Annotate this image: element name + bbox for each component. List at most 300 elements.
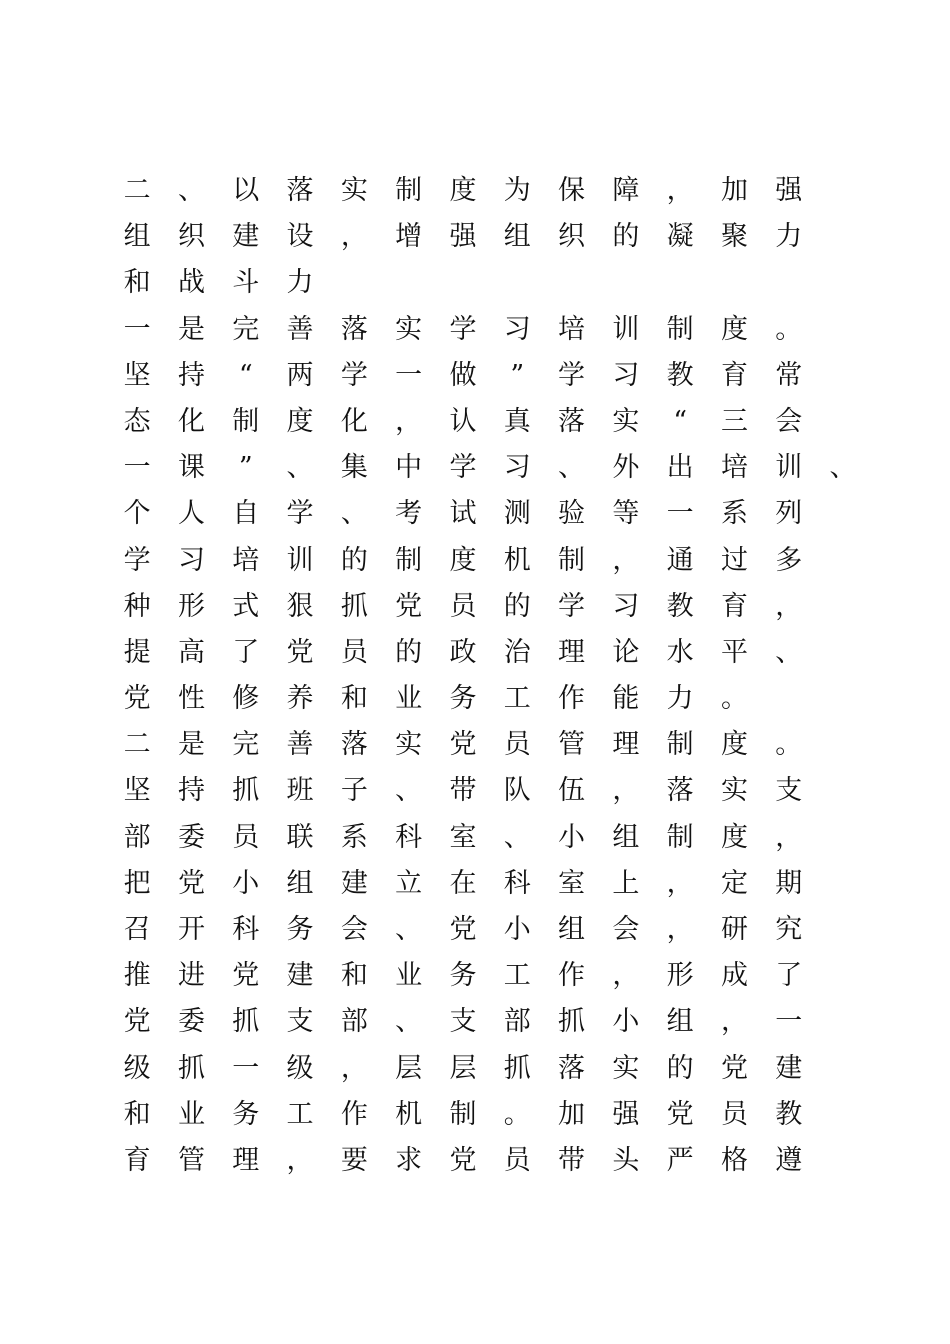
text-glyph: 的 <box>612 221 640 253</box>
text-glyph: 、 <box>395 775 423 807</box>
text-glyph: 过 <box>720 544 748 576</box>
text-glyph: 制 <box>395 544 423 576</box>
text-glyph: 养 <box>286 683 314 715</box>
text-glyph: 子 <box>340 775 368 807</box>
text-glyph: 教 <box>775 1098 803 1130</box>
text-glyph: 教 <box>666 359 694 391</box>
text-line <box>110 768 850 814</box>
text-glyph: 求 <box>395 1144 423 1176</box>
text-glyph: 实 <box>395 313 423 345</box>
text-glyph: 系 <box>340 821 368 853</box>
text-glyph: 制 <box>449 1098 477 1130</box>
text-line <box>110 353 850 399</box>
text-glyph: 定 <box>720 867 748 899</box>
text-glyph: 遵 <box>775 1144 803 1176</box>
text-glyph: 召 <box>123 914 151 945</box>
text-glyph: 式 <box>232 590 260 622</box>
text-glyph: 制 <box>232 405 260 437</box>
text-glyph: 作 <box>558 683 586 715</box>
text-glyph: 制 <box>395 175 423 206</box>
text-glyph: 一 <box>123 452 151 484</box>
text-glyph: 度 <box>286 405 314 437</box>
text-glyph: 员 <box>232 821 260 853</box>
text-glyph: ， <box>666 867 694 899</box>
text-glyph: 集 <box>340 452 368 484</box>
text-glyph: 的 <box>666 1052 694 1084</box>
text-glyph: 建 <box>286 960 314 992</box>
text-glyph: 头 <box>612 1144 640 1176</box>
text-glyph: 委 <box>177 821 205 853</box>
text-glyph: 落 <box>340 313 368 345</box>
text-glyph: 测 <box>503 498 531 530</box>
text-glyph: 了 <box>232 636 260 668</box>
text-glyph: 业 <box>177 1098 205 1130</box>
text-glyph: 是 <box>177 313 205 345</box>
text-glyph: 党 <box>449 1144 477 1176</box>
text-glyph: 支 <box>449 1006 477 1038</box>
text-glyph: 管 <box>558 729 586 761</box>
text-line <box>110 214 850 260</box>
text-glyph: 层 <box>395 1052 423 1084</box>
text-line <box>110 722 850 768</box>
text-glyph: 实 <box>612 1052 640 1084</box>
text-glyph: 科 <box>395 821 423 853</box>
text-glyph: 列 <box>775 498 803 530</box>
text-glyph: 队 <box>503 775 531 807</box>
text-glyph: 、 <box>829 452 857 484</box>
text-glyph: 持 <box>177 359 205 391</box>
text-glyph: 障 <box>612 175 640 206</box>
text-glyph: 强 <box>449 221 477 253</box>
text-glyph: 力 <box>666 683 694 715</box>
text-glyph: 小 <box>612 1006 640 1038</box>
text-glyph: 善 <box>286 313 314 345</box>
text-glyph: 强 <box>612 1098 640 1130</box>
text-glyph: 落 <box>340 729 368 761</box>
text-glyph: 上 <box>612 867 640 899</box>
text-glyph: 党 <box>232 960 260 992</box>
text-glyph: 真 <box>503 405 531 437</box>
text-glyph: 验 <box>558 498 586 530</box>
text-glyph: 学 <box>286 498 314 530</box>
text-glyph: 抓 <box>232 775 260 807</box>
text-glyph: 作 <box>340 1098 368 1130</box>
text-glyph: 理 <box>558 636 586 668</box>
text-glyph: 组 <box>123 221 151 253</box>
text-glyph: 能 <box>612 683 640 715</box>
text-glyph: 带 <box>558 1144 586 1176</box>
text-glyph: 种 <box>123 590 151 622</box>
text-glyph: ， <box>612 960 640 992</box>
text-glyph: 工 <box>503 960 531 992</box>
text-glyph: 做 <box>449 359 477 391</box>
text-glyph: 党 <box>123 683 151 715</box>
text-glyph: 理 <box>612 729 640 761</box>
text-glyph: 一 <box>775 1006 803 1038</box>
text-glyph: 务 <box>449 683 477 715</box>
text-glyph: 的 <box>395 636 423 668</box>
text-glyph: ， <box>612 775 640 807</box>
text-glyph: 党 <box>449 729 477 761</box>
text-glyph: 考 <box>395 498 423 530</box>
text-glyph: 和 <box>340 960 368 992</box>
text-glyph: 治 <box>503 636 531 668</box>
text-glyph: ， <box>775 821 803 853</box>
text-glyph: 度 <box>449 544 477 576</box>
text-glyph: 习 <box>177 544 205 576</box>
text-glyph: 务 <box>232 1098 260 1130</box>
text-line <box>110 953 850 999</box>
text-glyph: 组 <box>666 1006 694 1038</box>
text-glyph: 工 <box>286 1098 314 1130</box>
text-glyph: 究 <box>775 914 803 945</box>
text-glyph: ， <box>720 1006 748 1038</box>
text-glyph: 、 <box>177 175 205 206</box>
text-glyph: 落 <box>558 1052 586 1084</box>
text-glyph: 会 <box>340 914 368 945</box>
text-glyph: 级 <box>286 1052 314 1084</box>
text-glyph: 开 <box>177 914 205 945</box>
text-glyph: “ <box>238 359 253 391</box>
text-glyph: 落 <box>666 775 694 807</box>
text-glyph: 形 <box>177 590 205 622</box>
text-glyph: 三 <box>720 405 748 437</box>
text-glyph: 、 <box>340 498 368 530</box>
text-glyph: 、 <box>503 821 531 853</box>
text-glyph: 提 <box>123 636 151 668</box>
text-glyph: 、 <box>286 452 314 484</box>
text-glyph: 作 <box>558 960 586 992</box>
text-glyph: 的 <box>340 544 368 576</box>
text-glyph: 。 <box>775 313 803 345</box>
text-glyph: 平 <box>720 636 748 668</box>
text-glyph: 习 <box>503 452 531 484</box>
text-glyph: 业 <box>395 683 423 715</box>
text-glyph: 员 <box>449 590 477 622</box>
text-glyph: 聚 <box>720 221 748 253</box>
text-glyph: ” <box>238 452 253 484</box>
text-glyph: 持 <box>177 775 205 807</box>
text-line <box>110 445 857 491</box>
text-glyph: 训 <box>775 452 803 484</box>
text-glyph: 学 <box>340 359 368 391</box>
text-glyph: 进 <box>177 960 205 992</box>
text-glyph: 。 <box>775 729 803 761</box>
text-glyph: 、 <box>558 452 586 484</box>
text-glyph: 制 <box>558 544 586 576</box>
text-glyph: 建 <box>775 1052 803 1084</box>
text-glyph: 、 <box>395 1006 423 1038</box>
text-glyph: 习 <box>503 313 531 345</box>
text-glyph: 层 <box>449 1052 477 1084</box>
text-glyph: 带 <box>449 775 477 807</box>
text-glyph: 认 <box>449 405 477 437</box>
text-glyph: 管 <box>177 1144 205 1176</box>
text-glyph: 机 <box>503 544 531 576</box>
text-glyph: 学 <box>449 452 477 484</box>
text-glyph: 把 <box>123 867 151 899</box>
text-glyph: 支 <box>286 1006 314 1038</box>
text-glyph: 抓 <box>340 590 368 622</box>
text-glyph: 育 <box>720 590 748 622</box>
text-glyph: 联 <box>286 821 314 853</box>
text-glyph: 设 <box>286 221 314 253</box>
text-glyph: 科 <box>503 867 531 899</box>
text-glyph: 培 <box>558 313 586 345</box>
text-glyph: 。 <box>503 1098 531 1130</box>
text-glyph: 抓 <box>503 1052 531 1084</box>
text-glyph: 以 <box>232 175 260 206</box>
text-glyph: 水 <box>666 636 694 668</box>
text-glyph: 育 <box>123 1144 151 1176</box>
text-glyph: 度 <box>720 821 748 853</box>
text-glyph: ， <box>612 544 640 576</box>
text-glyph: 党 <box>123 1006 151 1038</box>
text-glyph: 实 <box>340 175 368 206</box>
text-glyph: 和 <box>123 267 151 299</box>
text-line <box>110 584 850 630</box>
text-glyph: 员 <box>720 1098 748 1130</box>
text-line <box>110 676 850 722</box>
text-glyph: 伍 <box>558 775 586 807</box>
text-glyph: 的 <box>503 590 531 622</box>
text-glyph: 组 <box>286 867 314 899</box>
text-glyph: 两 <box>286 359 314 391</box>
text-glyph: 科 <box>232 914 260 945</box>
text-glyph: 度 <box>720 729 748 761</box>
text-glyph: 修 <box>232 683 260 715</box>
text-line <box>110 1092 850 1138</box>
text-glyph: 培 <box>232 544 260 576</box>
text-glyph: ” <box>510 359 525 391</box>
text-glyph: 力 <box>286 267 314 299</box>
text-glyph: 员 <box>503 1144 531 1176</box>
text-glyph: 抓 <box>558 1006 586 1038</box>
text-glyph: 保 <box>558 175 586 206</box>
text-glyph: 建 <box>340 867 368 899</box>
text-glyph: 机 <box>395 1098 423 1130</box>
text-glyph: 制 <box>666 313 694 345</box>
text-line <box>110 1138 850 1184</box>
text-glyph: 一 <box>395 359 423 391</box>
text-glyph: 出 <box>666 452 694 484</box>
text-line <box>110 260 850 306</box>
text-glyph: 会 <box>775 405 803 437</box>
text-glyph: 学 <box>558 590 586 622</box>
text-glyph: 在 <box>449 867 477 899</box>
text-glyph: 成 <box>720 960 748 992</box>
text-glyph: 组 <box>612 821 640 853</box>
text-glyph: ， <box>395 405 423 437</box>
text-glyph: 务 <box>449 960 477 992</box>
text-glyph: 斗 <box>232 267 260 299</box>
text-glyph: 加 <box>558 1098 586 1130</box>
text-glyph: 实 <box>612 405 640 437</box>
text-glyph: 组 <box>503 221 531 253</box>
text-glyph: 严 <box>666 1144 694 1176</box>
text-glyph: 党 <box>720 1052 748 1084</box>
text-glyph: 小 <box>232 867 260 899</box>
text-glyph: 形 <box>666 960 694 992</box>
text-glyph: 试 <box>449 498 477 530</box>
text-line <box>110 630 850 676</box>
text-glyph: 部 <box>340 1006 368 1038</box>
text-glyph: 完 <box>232 313 260 345</box>
text-line <box>110 907 850 953</box>
text-glyph: 强 <box>775 175 803 206</box>
text-glyph: 高 <box>177 636 205 668</box>
text-line <box>110 815 850 861</box>
text-line <box>110 307 850 353</box>
text-glyph: 和 <box>123 1098 151 1130</box>
text-glyph: 善 <box>286 729 314 761</box>
text-glyph: 坚 <box>123 775 151 807</box>
text-glyph: 人 <box>177 498 205 530</box>
text-glyph: 制 <box>666 729 694 761</box>
text-glyph: ， <box>775 590 803 622</box>
text-glyph: 一 <box>666 498 694 530</box>
text-glyph: 一 <box>123 313 151 345</box>
text-glyph: ， <box>286 1144 314 1176</box>
text-glyph: 员 <box>503 729 531 761</box>
text-glyph: 务 <box>286 914 314 945</box>
text-glyph: 制 <box>666 821 694 853</box>
text-glyph: 增 <box>395 221 423 253</box>
text-glyph: 多 <box>775 544 803 576</box>
text-glyph: 学 <box>558 359 586 391</box>
text-glyph: 部 <box>123 821 151 853</box>
text-glyph: 党 <box>395 590 423 622</box>
text-glyph: 教 <box>666 590 694 622</box>
text-glyph: 织 <box>558 221 586 253</box>
text-line <box>110 1046 850 1092</box>
text-glyph: 期 <box>775 867 803 899</box>
text-glyph: 、 <box>775 636 803 668</box>
text-glyph: 党 <box>449 914 477 945</box>
text-glyph: 抓 <box>177 1052 205 1084</box>
body-text <box>110 168 857 1184</box>
text-glyph: 育 <box>720 359 748 391</box>
text-glyph: 训 <box>612 313 640 345</box>
text-glyph: 习 <box>612 590 640 622</box>
text-glyph: 习 <box>612 359 640 391</box>
text-glyph: 党 <box>666 1098 694 1130</box>
text-glyph: 坚 <box>123 359 151 391</box>
text-glyph: ， <box>666 914 694 945</box>
text-glyph: 工 <box>503 683 531 715</box>
text-glyph: 实 <box>395 729 423 761</box>
text-glyph: 织 <box>177 221 205 253</box>
text-glyph: 支 <box>775 775 803 807</box>
text-glyph: 理 <box>232 1144 260 1176</box>
text-glyph: ， <box>340 221 368 253</box>
text-glyph: 业 <box>395 960 423 992</box>
text-glyph: 二 <box>123 729 151 761</box>
text-glyph: 外 <box>612 452 640 484</box>
text-glyph: 格 <box>720 1144 748 1176</box>
text-glyph: 实 <box>720 775 748 807</box>
text-glyph: 建 <box>232 221 260 253</box>
text-glyph: 自 <box>232 498 260 530</box>
text-glyph: 落 <box>558 405 586 437</box>
text-glyph: 二 <box>123 175 151 206</box>
text-glyph: 化 <box>177 405 205 437</box>
text-glyph: 学 <box>123 544 151 576</box>
text-glyph: 中 <box>395 452 423 484</box>
text-glyph: 学 <box>449 313 477 345</box>
text-line <box>110 999 850 1045</box>
text-glyph: 部 <box>503 1006 531 1038</box>
text-glyph: 战 <box>177 267 205 299</box>
text-glyph: 常 <box>775 359 803 391</box>
text-glyph: 推 <box>123 960 151 992</box>
text-glyph: 论 <box>612 636 640 668</box>
text-glyph: 和 <box>340 683 368 715</box>
text-glyph: ， <box>666 175 694 206</box>
text-line <box>110 168 850 214</box>
text-glyph: 研 <box>720 914 748 945</box>
text-glyph: 组 <box>558 914 586 945</box>
text-line <box>110 538 850 584</box>
text-glyph: 员 <box>340 636 368 668</box>
text-glyph: 为 <box>503 175 531 206</box>
text-glyph: 度 <box>449 175 477 206</box>
text-glyph: 态 <box>123 405 151 437</box>
text-glyph: 训 <box>286 544 314 576</box>
text-glyph: 了 <box>775 960 803 992</box>
text-glyph: 党 <box>286 636 314 668</box>
text-glyph: 系 <box>720 498 748 530</box>
text-glyph: 等 <box>612 498 640 530</box>
text-glyph: 、 <box>395 914 423 945</box>
text-glyph: “ <box>673 405 688 437</box>
text-glyph: 小 <box>503 914 531 945</box>
text-glyph: 级 <box>123 1052 151 1084</box>
text-glyph: ， <box>340 1052 368 1084</box>
text-glyph: 通 <box>666 544 694 576</box>
text-glyph: 性 <box>177 683 205 715</box>
text-glyph: 班 <box>286 775 314 807</box>
text-glyph: 要 <box>340 1144 368 1176</box>
text-glyph: 室 <box>558 867 586 899</box>
text-glyph: 个 <box>123 498 151 530</box>
text-glyph: 加 <box>720 175 748 206</box>
text-glyph: 度 <box>720 313 748 345</box>
text-line <box>110 399 850 445</box>
text-glyph: 力 <box>775 221 803 253</box>
text-glyph: 党 <box>177 867 205 899</box>
text-glyph: 委 <box>177 1006 205 1038</box>
text-glyph: 小 <box>558 821 586 853</box>
text-glyph: 一 <box>232 1052 260 1084</box>
text-glyph: 室 <box>449 821 477 853</box>
text-glyph: 完 <box>232 729 260 761</box>
text-glyph: 立 <box>395 867 423 899</box>
text-glyph: 是 <box>177 729 205 761</box>
text-glyph: 培 <box>720 452 748 484</box>
text-glyph: 化 <box>340 405 368 437</box>
text-glyph: 狠 <box>286 590 314 622</box>
text-line <box>110 491 850 537</box>
text-glyph: 。 <box>720 683 748 715</box>
text-glyph: 政 <box>449 636 477 668</box>
text-glyph: 落 <box>286 175 314 206</box>
text-glyph: 凝 <box>666 221 694 253</box>
text-glyph: 会 <box>612 914 640 945</box>
text-line <box>110 861 850 907</box>
text-glyph: 抓 <box>232 1006 260 1038</box>
text-glyph: 课 <box>177 452 205 484</box>
